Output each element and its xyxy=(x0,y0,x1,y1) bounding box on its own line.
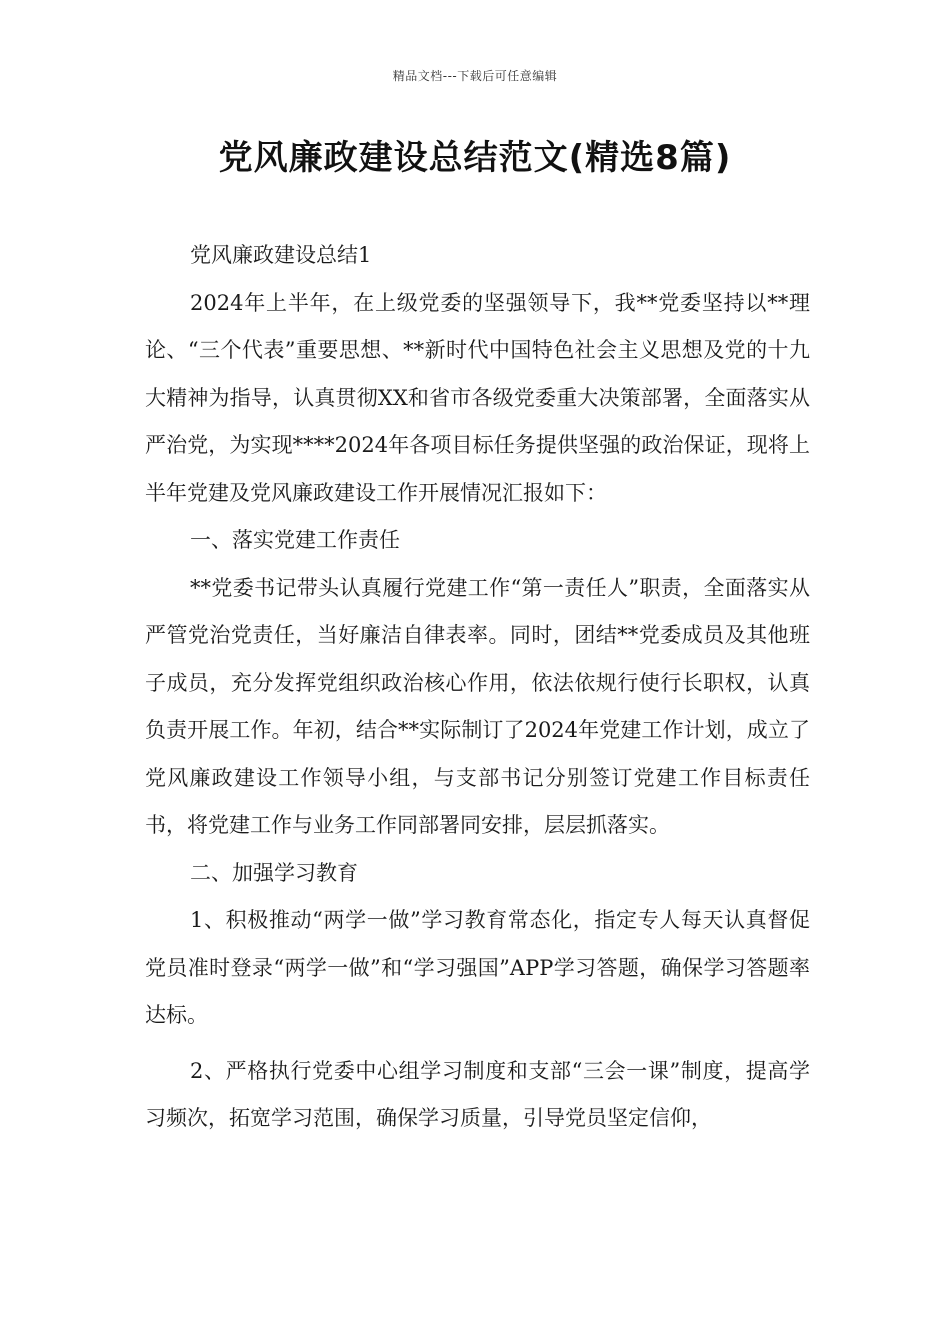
body-paragraph-responsibility: **党委书记带头认真履行党建工作“第一责任人”职责，全面落实从严管党治党责任，当好廉洁自律表率。同时，团结**党委成员及其他班子成员，充分发挥党组织政治核心作用，依法依规行使行长职权，认真负责开展工作。年初，结合**实际制订了2024年党建工作计划，成立了党风廉政建设工作领导小组，与支部书记分别签订党建工作目标责任书，将党建工作与业务工作同部署同安排，层层抓落实。 xyxy=(145,575,810,837)
document-title: 党风廉政建设总结范文(精选8篇) xyxy=(218,138,732,178)
body-paragraph-item-2: 2、严格执行党委中心组学习制度和支部“三会一课”制度，提高学习频次，拓宽学习范围，确保学习质量，引导党员坚定信仰， xyxy=(145,1058,810,1130)
header-note: 精品文档---下载后可任意编辑 xyxy=(392,69,558,83)
section-heading-2: 二、加强学习教育 xyxy=(190,860,358,885)
document-body xyxy=(145,232,810,1143)
section-heading-1: 一、落实党建工作责任 xyxy=(190,528,400,552)
section-heading-summary-1: 党风廉政建设总结1 xyxy=(190,243,372,267)
body-paragraph-item-1: 1、积极推动“两学一做”学习教育常态化，指定专人每天认真督促党员准时登录“两学一做”和“学习强国”APP学习答题，确保学习答题率达标。 xyxy=(145,908,810,1027)
body-paragraph-intro: 2024年上半年，在上级党委的坚强领导下，我**党委坚持以**理论、“三个代表”重要思想、**新时代中国特色社会主义思想及党的十九大精神为指导，认真贯彻XX和省市各级党委重大决策部署，全面落实从严治党，为实现****2024年各项目标任务提供坚强的政治保证，现将上半年党建及党风廉政建设工作开展情况汇报如下： xyxy=(145,290,810,505)
